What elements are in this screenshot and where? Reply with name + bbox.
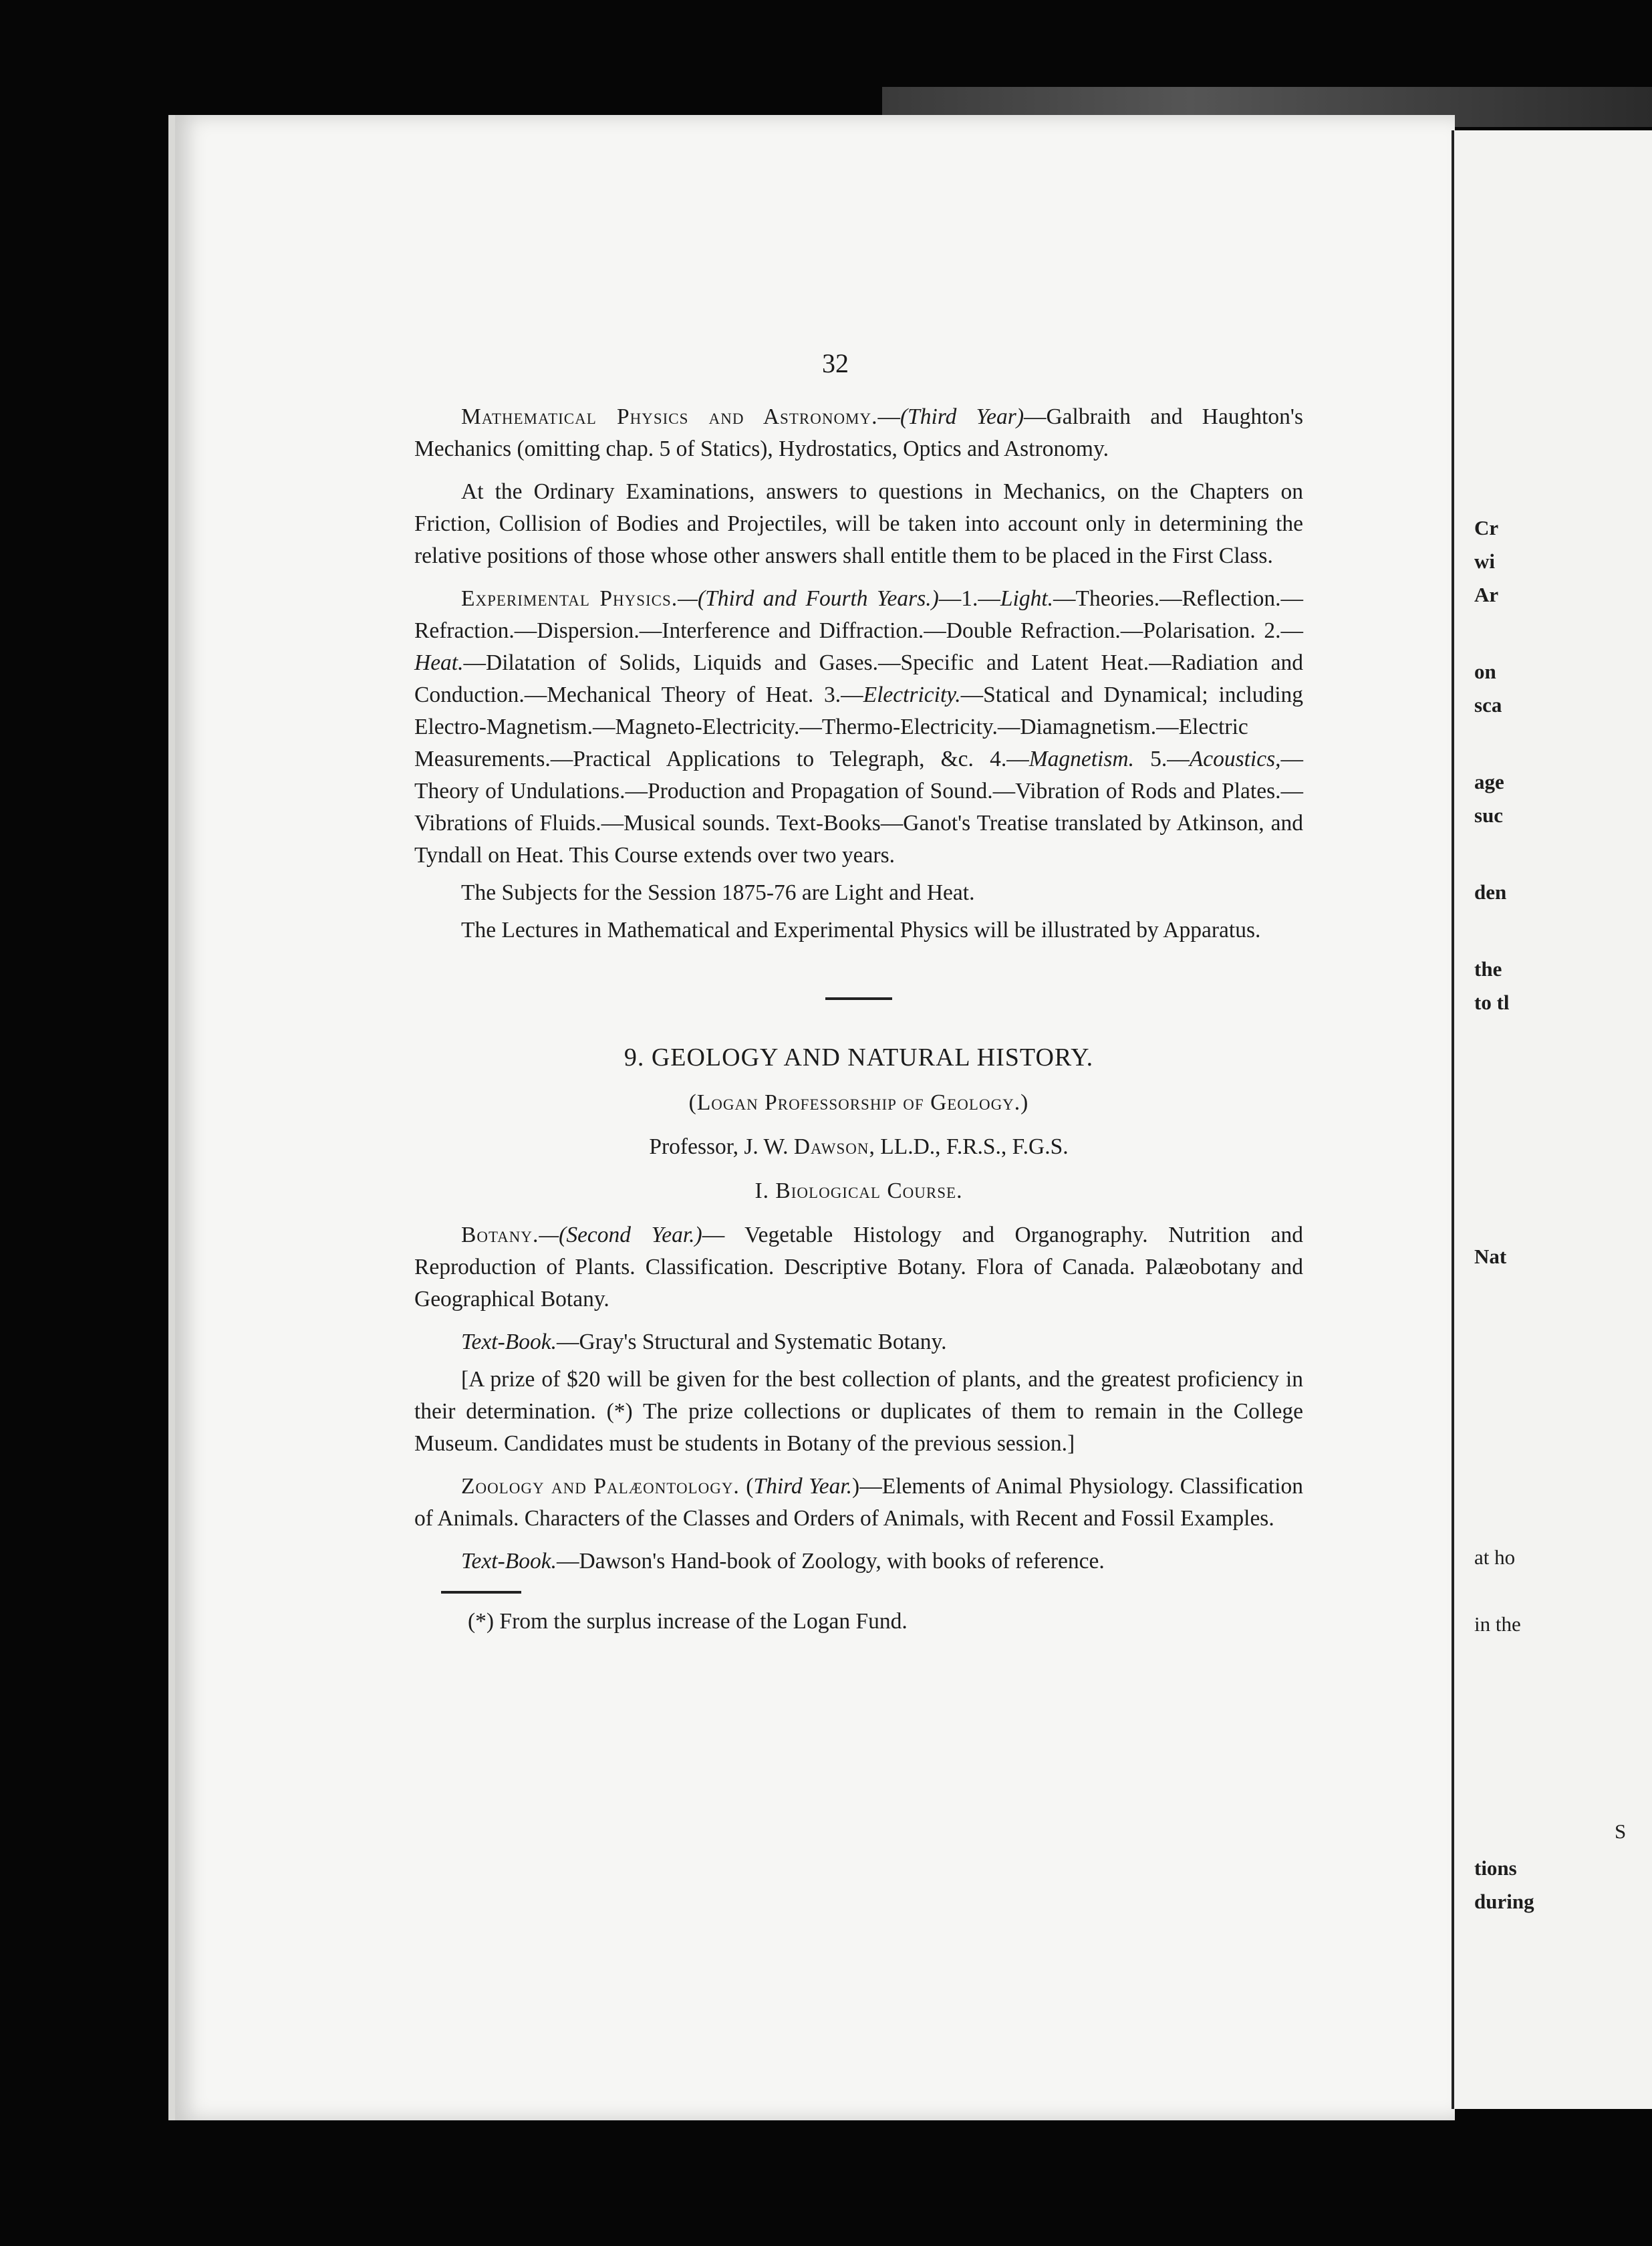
math-physics-note: At the Ordinary Examinations, answers to questions in Mechanics, on the Chapters on Friction, Collision of Bodies and Projectiles, will be taken into account only in determining the relative positions of those whose other answers shall entitle them to be placed in the First Class. xyxy=(414,479,1303,568)
zoology-textbook-title: —Dawson's Hand-book of Zoology, with books of reference. xyxy=(556,1549,1105,1574)
botany-prize-note: [A prize of $20 will be given for the best collection of plants, and the greatest proficiency in their determination. (*) The prize collections or duplicates of them to remain in the College Museum. Candidates must be students in Botany of the previous session.] xyxy=(414,1367,1303,1456)
math-physics-intro: —Galbraith and Haughton's Mechanics (omitting chap. 5 of Statics), Hydrostatics, Optics and Astronomy. xyxy=(414,404,1303,461)
professor-name: Dawson xyxy=(793,1134,869,1159)
math-physics-heading: Mathematical Physics and Astronomy. xyxy=(461,404,878,429)
zoology-body: )—Elements of Animal Physiology. Classification of Animals. Characters of the Classes and Orders of Animals, with Recent and Fossil Examples. xyxy=(414,1474,1304,1531)
section-title: 9. GEOLOGY AND NATURAL HISTORY. xyxy=(624,1043,1094,1072)
right-page-fragment: age xyxy=(1474,770,1504,793)
math-physics-paragraph: Mathematical Physics and Astronomy.—(Third Year)—Galbraith and Haughton's Mechanics (omitting chap. 5 of Statics), Hydrostatics, Optics and Astronomy. xyxy=(414,404,1303,461)
botany-textbook-title: —Gray's Structural and Systematic Botany. xyxy=(556,1330,947,1354)
experimental-physics-text-5: 5.— xyxy=(1133,747,1190,771)
experimental-physics-text-2: —Theories.—Reflection.—Refraction.—Dispersion.—Interference and Diffraction.—Double Refraction.—Polarisation. 2.— xyxy=(414,586,1303,643)
topic-light: Light. xyxy=(1000,586,1054,611)
right-page-fragment: the xyxy=(1474,957,1502,981)
botany-paragraph xyxy=(414,1219,1303,1316)
experimental-physics-text-6: —Theory of Undulations.—Production and Propagation of Sound.—Vibration of Rods and Plates.—Vibrations of Fluids.—Musical sounds. Text-Books—Ganot's Treatise translated by Atkinson, and Tyndall on Heat. This Course extends over two years. xyxy=(414,747,1304,868)
botany-heading: Botany. xyxy=(461,1223,539,1247)
zoology-paragraph xyxy=(414,1471,1303,1535)
right-page xyxy=(1452,130,1652,2109)
right-page-fragment: at ho xyxy=(1474,1545,1516,1569)
botany-textbook-label: Text-Book. xyxy=(461,1330,557,1354)
right-page-fragment: wi xyxy=(1474,549,1495,573)
right-page-fragment: den xyxy=(1474,880,1507,904)
zoology-year-open: ( xyxy=(739,1474,754,1499)
zoology-year: Third Year. xyxy=(753,1474,853,1499)
section-divider xyxy=(825,997,892,1000)
experimental-physics-heading: Experimental Physics. xyxy=(461,586,678,611)
right-page-fragment: sca xyxy=(1474,693,1502,717)
topic-electricity: Electricity. xyxy=(863,682,961,707)
professor-degrees: , LL.D., F.R.S., F.G.S. xyxy=(869,1134,1069,1159)
zoology-textbook xyxy=(414,1545,1303,1578)
right-page-fragment: Cr xyxy=(1474,516,1499,539)
session-subjects: The Subjects for the Session 1875-76 are Light and Heat. xyxy=(461,880,975,905)
experimental-physics-paragraph xyxy=(414,583,1303,872)
right-page-fragment: Nat xyxy=(1474,1245,1507,1268)
page-content xyxy=(414,401,1303,1638)
right-page-fragment: during xyxy=(1474,1890,1534,1913)
botany-body: — Vegetable Histology and Organography. Nutrition and Reproduction of Plants. Classification. Descriptive Botany. Flora of Canada. Palæobotany and Geographical Botany. xyxy=(414,1223,1303,1312)
professor-line xyxy=(414,1131,1303,1163)
right-page-fragment: suc xyxy=(1474,803,1504,827)
math-physics-year: (Third Year) xyxy=(900,404,1024,429)
footnote-rule xyxy=(441,1591,521,1594)
right-page-fragment: S xyxy=(1615,1820,1627,1843)
right-page-fragment: in the xyxy=(1474,1612,1521,1636)
topic-magnetism: Magnetism. xyxy=(1028,747,1134,771)
topic-acoustics: Acoustics, xyxy=(1189,747,1281,771)
zoology-heading: Zoology and Palæontology. xyxy=(461,1474,740,1499)
right-page-fragment: to tl xyxy=(1474,991,1510,1014)
botany-textbook xyxy=(414,1326,1303,1358)
right-page-fragment: Ar xyxy=(1474,583,1499,606)
topic-heat: Heat. xyxy=(414,650,464,675)
experimental-physics-text-1: —1.— xyxy=(938,586,1000,611)
experimental-physics-text-3: —Dilatation of Solids, Liquids and Gases.—Specific and Latent Heat.—Radiation and Conduction.—Mechanical Theory of Heat. 3.— xyxy=(414,650,1303,707)
course-heading: I. Biological Course. xyxy=(754,1178,963,1203)
professorship-line: (Logan Professorship of Geology.) xyxy=(688,1090,1029,1115)
right-page-fragment: on xyxy=(1474,660,1496,683)
right-page-fragment: tions xyxy=(1474,1856,1517,1880)
professor-prefix: Professor, J. W. xyxy=(649,1134,794,1159)
experimental-physics-years: —(Third and Fourth Years.) xyxy=(678,586,939,611)
page-number: 32 xyxy=(822,348,849,378)
footnote: (*) From the surplus increase of the Logan Fund. xyxy=(468,1609,908,1634)
botany-year: —(Second Year.) xyxy=(539,1223,702,1247)
experimental-physics-text-4: —Statical and Dynamical; including Electro-Magnetism.—Magneto-Electricity.—Thermo-Electricity.—Diamagnetism.—Electric Measurements.—Practical Applications to Telegraph, &c. 4.— xyxy=(414,682,1303,771)
zoology-textbook-label: Text-Book. xyxy=(461,1549,557,1574)
lectures-note: The Lectures in Mathematical and Experimental Physics will be illustrated by Apparatus. xyxy=(461,918,1261,943)
